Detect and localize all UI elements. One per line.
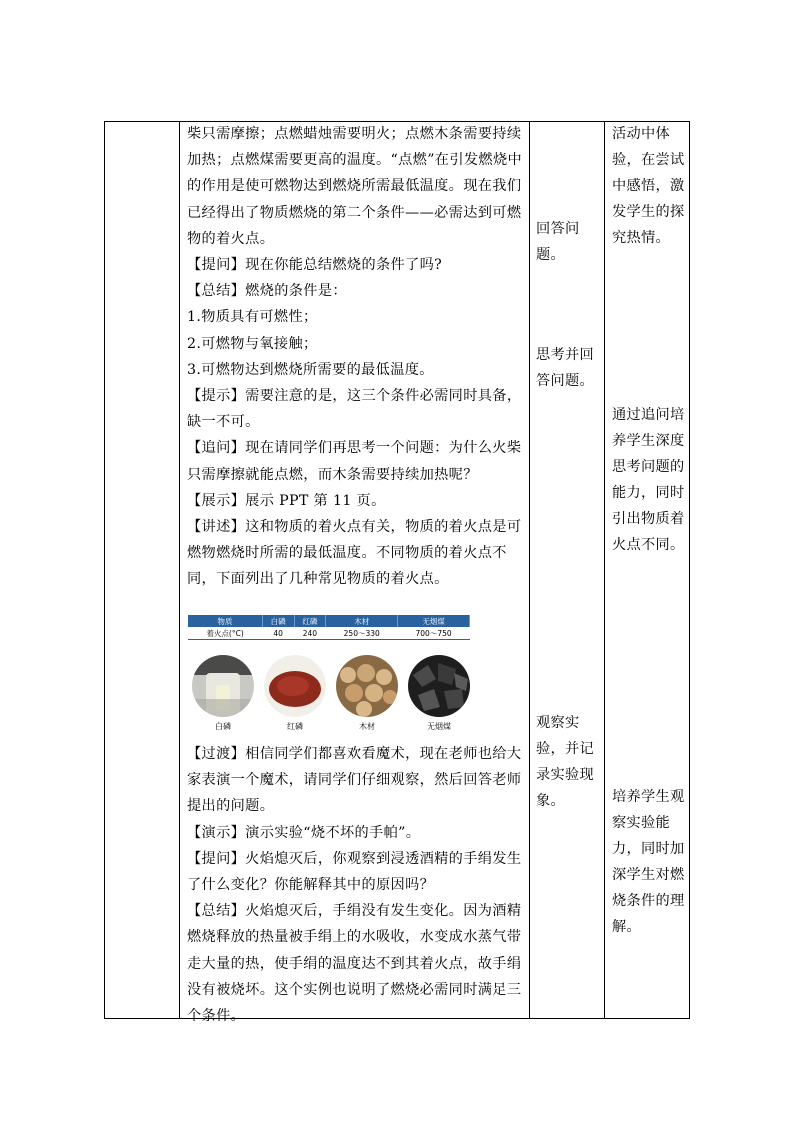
header-cell: 木材 <box>326 615 398 627</box>
table-col-border-4 <box>604 121 605 1019</box>
table-col-border-1 <box>104 121 105 1019</box>
paragraph: 1.物质具有可燃性； <box>187 309 318 326</box>
paragraph: 【总结】燃烧的条件是： <box>187 283 347 300</box>
design-intent-2: 通过追问培养学生深度思考问题的能力，同时引出物质着火点不同。 <box>612 407 685 553</box>
table-row <box>188 627 470 640</box>
photo-label: 木材 <box>359 722 375 731</box>
header-cell: 物质 <box>188 615 262 627</box>
red-phosphorus-image <box>264 655 326 717</box>
photo-label: 白磷 <box>215 722 231 731</box>
table-col-border-3 <box>529 121 530 1019</box>
teaching-process-text <box>187 121 527 593</box>
photo-label: 红磷 <box>287 722 303 731</box>
row-cell: 240 <box>294 627 326 640</box>
header-cell: 无烟煤 <box>398 615 470 627</box>
ignition-point-table <box>188 615 470 640</box>
photo-label: 无烟煤 <box>427 722 451 731</box>
paragraph: 【讲述】这和物质的着火点有关，物质的着火点是可燃物燃烧时所需的最低温度。不同物质的着火点不同，下面列出了几种常见物质的着火点。 <box>187 519 522 588</box>
wood-image <box>336 655 398 717</box>
header-cell: 白磷 <box>262 615 294 627</box>
paragraph: 3.可燃物达到燃烧所需要的最低温度。 <box>187 361 434 378</box>
paragraph: 2.可燃物与氧接触； <box>187 335 318 352</box>
paragraph: 【追问】现在请同学们再思考一个问题：为什么火柴只需摩擦就能点燃，而木条需要持续加热呢？ <box>187 440 522 483</box>
paragraph: 【展示】展示 PPT 第 11 页。 <box>187 492 386 509</box>
teaching-process-text-2 <box>187 741 527 1029</box>
design-intent-3: 培养学生观察实验能力，同时加深学生对燃烧条件的理解。 <box>612 789 685 935</box>
table-col-border-2 <box>179 121 180 1019</box>
table-header-row <box>188 615 470 627</box>
paragraph: 【提问】火焰熄灭后，你观察到浸透酒精的手绢发生了什么变化？你能解释其中的原因吗？ <box>187 850 522 894</box>
paragraph: 【提问】现在你能总结燃烧的条件了吗? <box>187 257 443 274</box>
design-intent-1: 活动中体验，在尝试中感悟，激发学生的探究热情。 <box>612 126 685 246</box>
student-activity-1: 回答问题。 <box>536 221 580 263</box>
student-activity-2: 思考并回答问题。 <box>536 347 594 389</box>
student-activity-3: 观察实验，并记录实验现象。 <box>536 715 594 809</box>
paragraph: 【过渡】相信同学们都喜欢看魔术，现在老师也给大家表演一个魔术，请同学们仔细观察，然后回答老师提出的问题。 <box>187 746 522 815</box>
ignition-point-figure <box>188 615 470 737</box>
row-cell: 40 <box>262 627 294 640</box>
paragraph: 【总结】火焰熄灭后，手绢没有发生变化。因为酒精燃烧释放的热量被手绢上的水吸收，水变成水蒸气带走大量的热，使手绢的温度达不到其着火点，故手绢没有被烧坏。这个实例也说明了燃烧必需同时满足三个条件。 <box>187 903 522 1025</box>
paragraph: 【提示】需要注意的是，这三个条件必需同时具备，缺一不可。 <box>187 388 522 431</box>
row-cell: 250～330 <box>326 627 398 640</box>
paragraph: 【演示】演示实验“烧不坏的手帕”。 <box>187 824 421 841</box>
substance-photos <box>192 655 470 737</box>
paragraph: 柴只需摩擦；点燃蜡烛需要明火；点燃木条需要持续加热；点燃煤需要更高的温度。“点燃”在引发燃烧中的作用是使可燃物达到燃烧所需最低温度。现在我们已经得出了物质燃烧的第二个条件——必需达到可燃物的着火点。 <box>187 126 523 247</box>
anthracite-image <box>408 655 470 717</box>
row-cell: 着火点(°C) <box>188 627 262 640</box>
table-col-border-5 <box>689 121 690 1019</box>
header-cell: 红磷 <box>294 615 326 627</box>
white-phosphorus-image <box>192 655 254 717</box>
row-cell: 700～750 <box>398 627 470 640</box>
